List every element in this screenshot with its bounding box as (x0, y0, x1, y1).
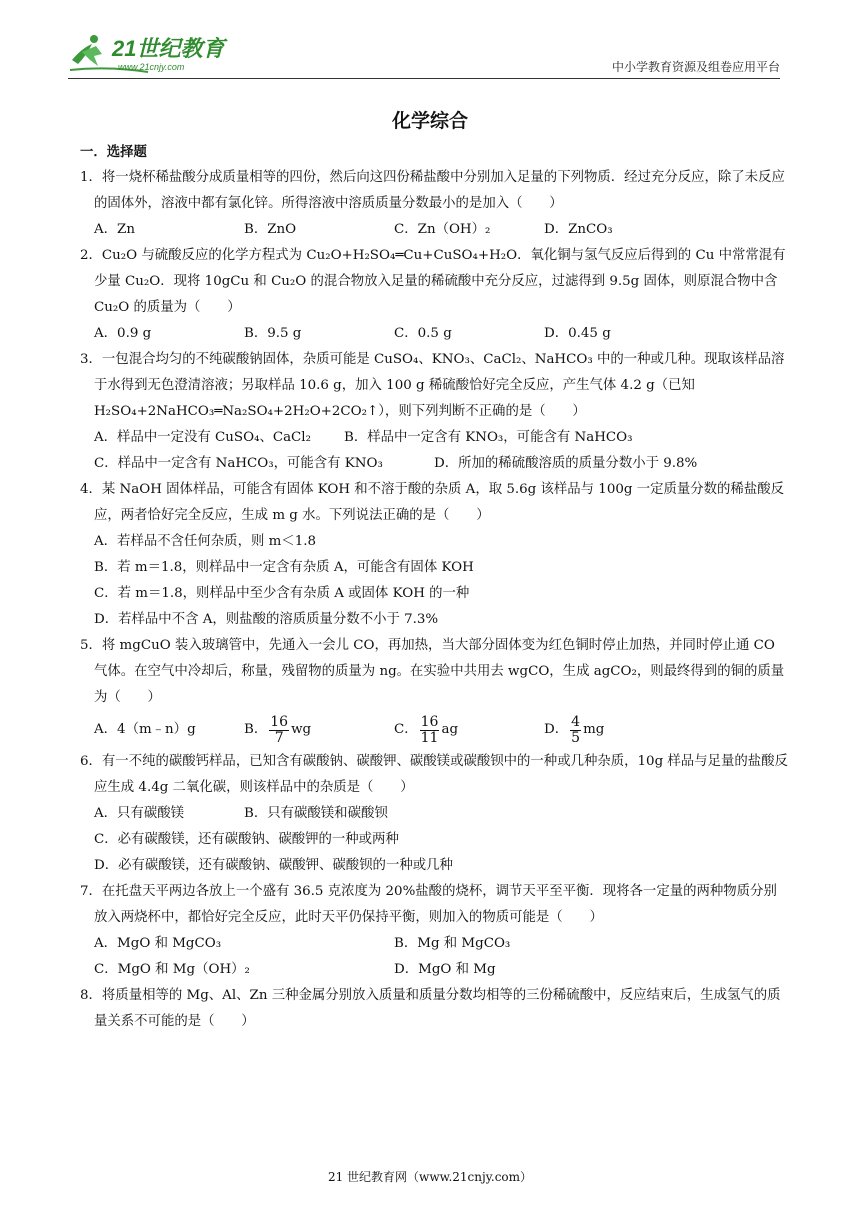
fraction: $\frac{16}{7}$ (270, 713, 289, 746)
question-list (80, 139, 788, 1035)
option-a[interactable]: A．Zn (94, 222, 135, 237)
option-d[interactable]: D．MgO 和 Mg (394, 962, 496, 977)
option-c[interactable]: C．若 m＝1.8，则样品中至少含有杂质 A 或固体 KOH 的一种 (94, 586, 470, 601)
option-d[interactable]: D．必有碳酸镁，还有碳酸钠、碳酸钾、碳酸钡的一种或几种 (94, 858, 453, 873)
question-4 (80, 477, 788, 633)
fraction: $\frac{16}{11}$ (420, 713, 439, 746)
question-stem: 6．有一不纯的碳酸钙样品，已知含有碳酸钠、碳酸钾、碳酸镁或碳酸钡中的一种或几种杂质，10g 样品与足量的盐酸反应生成 4.4g 二氧化碳，则该样品中的杂质是（ ） (80, 754, 788, 795)
option-a[interactable]: A．0.9 g (94, 326, 152, 341)
question-stem: 3．一包混合均匀的不纯碳酸钠固体，杂质可能是 CuSO₄、KNO₃、CaCl₂、NaHCO₃ 中的一种或几种。现取该样品溶于水得到无色澄清溶液；另取样品 10.6 g，加入 100 g 稀硫酸恰好完全反应，产生气体 4.2 g（已知 H₂SO₄+2NaHCO₃═Na₂SO₄+2H₂O+2CO₂↑），则下列判断不正确的是（ ） (80, 352, 785, 419)
option-b[interactable]: B．若 m＝1.8，则样品中一定含有杂质 A，可能含有固体 KOH (94, 560, 474, 575)
option-a[interactable]: A．若样品不含任何杂质，则 m＜1.8 (94, 534, 316, 549)
fraction-suffix: wg (291, 722, 312, 737)
question-3 (80, 347, 788, 477)
fraction: $\frac{4}{5}$ (571, 713, 581, 746)
question-stem: 7．在托盘天平两边各放上一个盛有 36.5 克浓度为 20%盐酸的烧杯，调节天平至平衡．现将各一定量的两种物质分别放入两烧杯中，都恰好完全反应，此时天平仍保持平衡，则加入的物质可能是（ ） (80, 884, 777, 925)
option-b[interactable]: B．9.5 g (244, 326, 302, 341)
header-tagline: 中小学教育资源及组卷应用平台 (611, 60, 780, 74)
svg-text:21世纪教育: 21世纪教育 (112, 36, 225, 61)
fraction-suffix: ag (441, 722, 459, 737)
question-1 (80, 165, 788, 243)
option-c[interactable]: C．必有碳酸镁，还有碳酸钠、碳酸钾的一种或两种 (94, 832, 399, 847)
option-a[interactable]: A．4（m﹣n）g (94, 722, 196, 737)
option-d[interactable]: D．ZnCO₃ (544, 222, 613, 237)
option-a[interactable]: A．MgO 和 MgCO₃ (94, 936, 222, 951)
option-a[interactable]: A．样品中一定没有 CuSO₄、CaCl₂ (94, 430, 311, 445)
option-d[interactable]: D．若样品中不含 A，则盐酸的溶质质量分数不小于 7.3% (94, 612, 439, 627)
header-divider (68, 78, 780, 79)
option-label: D． (544, 722, 569, 737)
option-b[interactable]: B．ZnO (244, 222, 297, 237)
option-d[interactable] (544, 711, 694, 749)
option-b[interactable]: B．只有碳酸镁和碳酸钡 (244, 806, 388, 821)
option-b[interactable]: B．样品中一定含有 KNO₃，可能含有 NaHCO₃ (344, 430, 633, 445)
page-footer: 21 世纪教育网（www.21cnjy.com） (327, 1170, 533, 1184)
question-6 (80, 749, 788, 879)
option-label: C． (394, 722, 418, 737)
option-c[interactable] (394, 711, 544, 749)
option-b[interactable] (244, 711, 394, 749)
option-c[interactable]: C．Zn（OH）₂ (394, 222, 491, 237)
option-c[interactable]: C．MgO 和 Mg（OH）₂ (94, 962, 250, 977)
fraction-suffix: mg (583, 722, 605, 737)
question-2 (80, 243, 788, 347)
question-5 (80, 633, 788, 749)
question-stem: 1．将一烧杯稀盐酸分成质量相等的四份，然后向这四份稀盐酸中分别加入足量的下列物质．经过充分反应，除了未反应的固体外，溶液中都有氯化锌。所得溶液中溶质质量分数最小的是加入（ ） (80, 170, 785, 211)
question-stem: 8．将质量相等的 Mg、Al、Zn 三种金属分别放入质量和质量分数均相等的三份稀硫酸中，反应结束后，生成氢气的质量关系不可能的是（ ） (80, 988, 781, 1029)
question-stem: 2．Cu₂O 与硫酸反应的化学方程式为 Cu₂O+H₂SO₄═Cu+CuSO₄+H₂O．氧化铜与氢气反应后得到的 Cu 中常常混有少量 Cu₂O．现将 10gCu 和 Cu₂O 的混合物放入足量的稀硫酸中充分反应，过滤得到 9.5g 固体，则原混合物中含 Cu₂O 的质量为（ ） (80, 248, 786, 315)
question-stem: 4．某 NaOH 固体样品，可能含有固体 KOH 和不溶于酸的杂质 A，取 5.6g 该样品与 100g 一定质量分数的稀盐酸反应，两者恰好完全反应，生成 m g 水。下列说法正确的是（ ） (80, 482, 784, 523)
logo-icon (68, 30, 238, 76)
option-label: B． (244, 722, 268, 737)
option-c[interactable]: C．样品中一定含有 NaHCO₃，可能含有 KNO₃ (94, 456, 383, 471)
option-d[interactable]: D．0.45 g (544, 326, 611, 341)
option-a[interactable]: A．只有碳酸镁 (94, 806, 185, 821)
option-d[interactable]: D．所加的稀硫酸溶质的质量分数小于 9.8% (434, 456, 698, 471)
question-7 (80, 879, 788, 983)
question-stem: 5．将 mgCuO 装入玻璃管中，先通入一会儿 CO，再加热，当大部分固体变为红色铜时停止加热，并同时停止通 CO 气体。在空气中冷却后，称量，残留物的质量为 ng。在实验中共用去 wgCO，生成 agCO₂，则最终得到的铜的质量为（ ） (80, 638, 785, 705)
option-c[interactable]: C．0.5 g (394, 326, 452, 341)
page-header (68, 30, 780, 80)
page-title: 化学综合 (391, 110, 468, 132)
section-heading: 一．选择题 (80, 144, 147, 160)
svg-text:www.21cnjy.com: www.21cnjy.com (118, 62, 185, 72)
option-b[interactable]: B．Mg 和 MgCO₃ (394, 936, 511, 951)
question-8 (80, 983, 788, 1035)
